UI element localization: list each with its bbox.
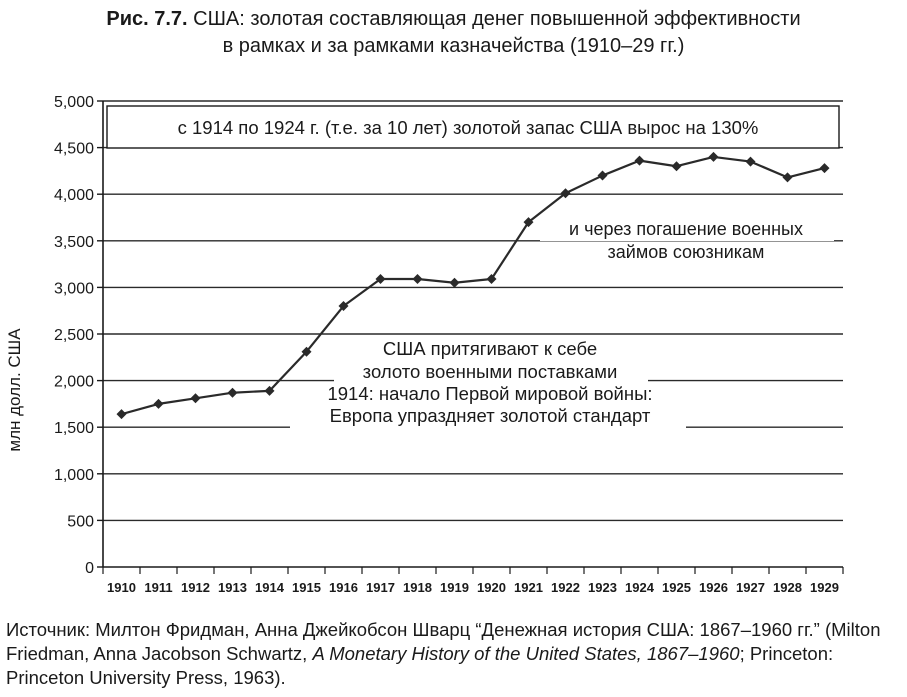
- data-point: [820, 163, 830, 173]
- data-point: [783, 172, 793, 182]
- data-point: [709, 152, 719, 162]
- y-tick-label: 2,000: [53, 373, 94, 391]
- y-tick-label: 4,000: [53, 187, 94, 205]
- x-tick-label: 1926: [699, 580, 728, 595]
- data-point: [598, 171, 608, 181]
- source-note: [6, 618, 904, 690]
- y-tick-label: 3,500: [53, 233, 94, 251]
- gold-stock-chart: [0, 80, 907, 610]
- x-tick-label: 1911: [144, 580, 173, 595]
- x-axis: [103, 567, 843, 595]
- data-point: [154, 399, 164, 409]
- x-tick-label: 1915: [292, 580, 321, 595]
- data-point: [191, 393, 201, 403]
- x-tick-label: 1920: [477, 580, 506, 595]
- annotation-text: США притягивают к себе: [382, 338, 598, 359]
- x-tick-label: 1918: [403, 580, 432, 595]
- x-tick-label: 1917: [366, 580, 395, 595]
- figure-label: Рис. 7.7.: [106, 8, 188, 30]
- x-tick-label: 1919: [440, 580, 469, 595]
- y-tick-label: 1,500: [53, 420, 94, 438]
- x-tick-label: 1913: [218, 580, 247, 595]
- annotation-text: с 1914 по 1924 г. (т.е. за 10 лет) золотой запас США вырос на 130%: [177, 117, 759, 138]
- x-tick-label: 1921: [514, 580, 543, 595]
- y-tick-label: 4,500: [53, 140, 94, 158]
- x-tick-label: 1928: [773, 580, 802, 595]
- x-tick-label: 1924: [625, 580, 654, 595]
- source-suffix: ; Princeton: Princeton University Press, 1963).: [6, 643, 834, 688]
- data-point: [117, 409, 127, 419]
- chart-title: [0, 6, 907, 60]
- x-tick-label: 1923: [588, 580, 617, 595]
- annotation-text: Европа упраздняет золотой стандарт: [329, 405, 651, 426]
- y-tick-label: 1,000: [53, 466, 94, 484]
- x-tick-label: 1929: [810, 580, 839, 595]
- grid-lines: [103, 101, 843, 520]
- y-axis: [54, 94, 103, 577]
- data-point: [746, 157, 756, 167]
- data-point: [672, 161, 682, 171]
- annotations-group: [107, 106, 839, 428]
- y-axis-label: млн долл. США: [5, 328, 24, 452]
- data-point: [635, 156, 645, 166]
- data-point: [228, 388, 238, 398]
- source-book-title: A Monetary History of the United States, 1867–1960: [312, 643, 740, 664]
- x-tick-label: 1925: [662, 580, 691, 595]
- x-tick-label: 1910: [107, 580, 136, 595]
- y-tick-label: 3,000: [53, 280, 94, 298]
- annotation-text: и через погашение военных: [569, 219, 803, 239]
- x-tick-label: 1922: [551, 580, 580, 595]
- annotation-text: золото военными поставками: [362, 361, 618, 382]
- title-line-1: США: золотая составляющая денег повышенной эффективности: [193, 8, 801, 30]
- title-line-2: в рамках и за рамками казначейства (1910–29 гг.): [222, 35, 685, 57]
- x-tick-label: 1914: [255, 580, 284, 595]
- y-tick-label: 500: [67, 513, 94, 531]
- y-tick-label: 5,000: [53, 94, 94, 111]
- x-tick-label: 1912: [181, 580, 210, 595]
- y-tick-label: 2,500: [53, 327, 94, 344]
- source-prefix: Источник: Милтон Фридман, Анна Джейкобсон Шварц “Денежная история США: 1867–1960 гг.” (Milton Friedman, Anna Jacobson Schwartz,: [6, 619, 881, 664]
- annotation-text: займов союзникам: [607, 242, 765, 262]
- annotation-text: 1914: начало Первой мировой войны:: [327, 383, 653, 404]
- x-tick-label: 1916: [329, 580, 358, 595]
- x-tick-label: 1927: [736, 580, 765, 595]
- data-point: [413, 274, 423, 284]
- data-point: [450, 278, 460, 288]
- y-tick-label: 0: [85, 560, 94, 577]
